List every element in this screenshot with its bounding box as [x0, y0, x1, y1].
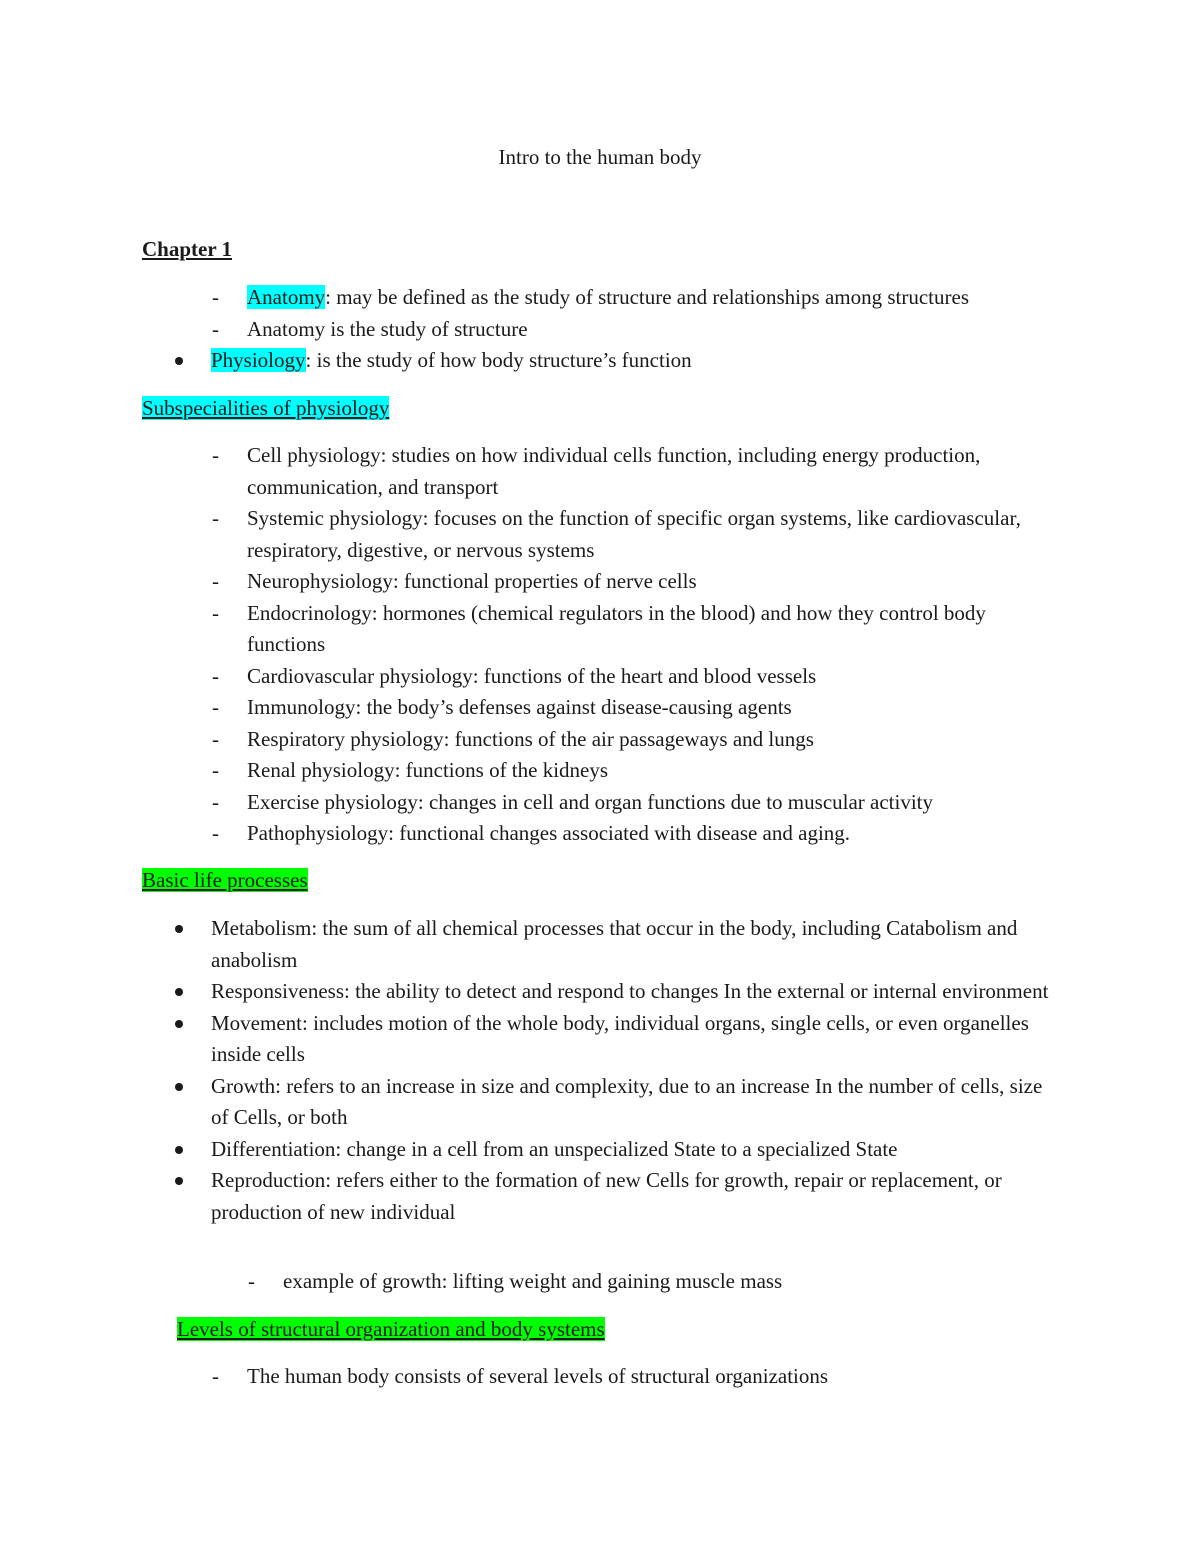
dash-bullet: -: [212, 569, 219, 593]
list-item-text: Growth: refers to an increase in size and complexity, due to an increase In the number of cells, size of Cells, or both: [211, 1073, 1043, 1129]
dash-bullet: -: [212, 316, 219, 341]
list-item: [211, 345, 1071, 377]
life-processes-list: [211, 913, 1061, 1228]
bullet-dot-icon: [175, 1083, 183, 1091]
list-item-text: Neurophysiology: functional properties of nerve cells: [247, 569, 697, 593]
list-item: [212, 724, 1047, 756]
list-item-text: Cardiovascular physiology: functions of the heart and blood vessels: [247, 663, 817, 688]
list-item: [212, 566, 1047, 598]
life-processes-heading: [142, 865, 308, 897]
bullet-dot-icon: [175, 357, 183, 365]
list-item: [212, 503, 1047, 566]
levels-heading-text: Levels of structural organization and body systems: [177, 1317, 605, 1341]
list-item: [212, 661, 1047, 693]
list-item: [212, 598, 1047, 661]
list-item: [212, 440, 1047, 503]
list-item: [211, 913, 1061, 976]
physiology-list: [211, 345, 1071, 377]
dash-bullet: -: [212, 600, 219, 625]
list-item-text: Systemic physiology: focuses on the function of specific organ systems, like cardiovascular, respiratory, digestive, or nervous systems: [247, 506, 1021, 562]
list-item-text: Immunology: the body’s defenses against disease-causing agents: [247, 695, 792, 719]
list-item-text: Reproduction: refers either to the formation of new Cells for growth, repair or replacement, or production of new individual: [211, 1168, 1002, 1224]
list-item: [212, 314, 1107, 346]
bullet-dot-icon: [175, 925, 183, 933]
intro-list: [212, 282, 1107, 345]
list-item: [211, 976, 1061, 1008]
chapter-heading: Chapter 1: [142, 237, 233, 261]
list-item: [212, 692, 1047, 724]
list-item: [248, 1266, 1083, 1298]
list-item-text: example of growth: lifting weight and gaining muscle mass: [283, 1269, 783, 1293]
list-item-text: Cell physiology: studies on how individual cells function, including energy production, communication, and transport: [247, 443, 981, 499]
list-item: [212, 1361, 1107, 1393]
dash-bullet: -: [212, 506, 219, 530]
dash-bullet: -: [212, 1364, 219, 1388]
anatomy-term: Anatomy: [247, 285, 326, 309]
list-item: [212, 755, 1047, 787]
subspecialities-heading: [142, 393, 389, 425]
growth-example-list: [248, 1266, 1083, 1298]
list-item-text: Movement: includes motion of the whole body, individual organs, single cells, or even organelles inside cells: [211, 1010, 1029, 1066]
dash-bullet: -: [212, 758, 219, 782]
dash-bullet: -: [212, 789, 219, 814]
list-item-text: Differentiation: change in a cell from an unspecialized State to a specialized State: [211, 1136, 898, 1161]
list-item-text: Responsiveness: the ability to detect and respond to changes In the external or internal environment: [211, 979, 1049, 1003]
anatomy-definition: : may be defined as the study of structure and relationships among structures: [325, 285, 969, 309]
list-item: [211, 1071, 1061, 1134]
list-item: [211, 1165, 1061, 1228]
list-item: [212, 282, 1107, 314]
list-item-text: Metabolism: the sum of all chemical processes that occur in the body, including Catabolism and anabolism: [211, 916, 1018, 972]
list-item: [212, 818, 1047, 850]
dash-bullet: -: [212, 695, 219, 719]
list-item: [211, 1008, 1061, 1071]
subspecialities-list: [212, 440, 1047, 850]
anatomy-short-definition: Anatomy is the study of structure: [247, 316, 528, 341]
dash-bullet: -: [212, 443, 219, 467]
list-item: [212, 787, 1047, 819]
bullet-dot-icon: [175, 988, 183, 996]
list-item-text: Renal physiology: functions of the kidneys: [247, 758, 609, 782]
dash-bullet: -: [212, 285, 219, 309]
list-item: [211, 1134, 1061, 1166]
list-item-text: Endocrinology: hormones (chemical regulators in the blood) and how they control body functions: [247, 600, 986, 656]
dash-bullet: -: [212, 726, 219, 751]
physiology-term: Physiology: [211, 348, 306, 372]
bullet-dot-icon: [175, 1177, 183, 1185]
document-title: Intro to the human body: [498, 145, 702, 169]
list-item-text: The human body consists of several levels of structural organizations: [247, 1364, 829, 1388]
life-processes-heading-text: Basic life processes: [142, 868, 308, 892]
physiology-definition: : is the study of how body structure’s function: [305, 348, 692, 372]
dash-bullet: -: [212, 821, 219, 845]
dash-bullet: -: [212, 663, 219, 688]
list-item-text: Exercise physiology: changes in cell and organ functions due to muscular activity: [247, 789, 934, 814]
list-item-text: Pathophysiology: functional changes associated with disease and aging.: [247, 821, 851, 845]
dash-bullet: -: [248, 1269, 255, 1293]
bullet-dot-icon: [175, 1146, 183, 1154]
bullet-dot-icon: [175, 1020, 183, 1028]
list-item-text: Respiratory physiology: functions of the air passageways and lungs: [247, 726, 814, 751]
levels-list: [212, 1361, 1107, 1393]
levels-heading: [177, 1314, 605, 1346]
subspecialities-heading-text: Subspecialities of physiology: [142, 396, 390, 420]
